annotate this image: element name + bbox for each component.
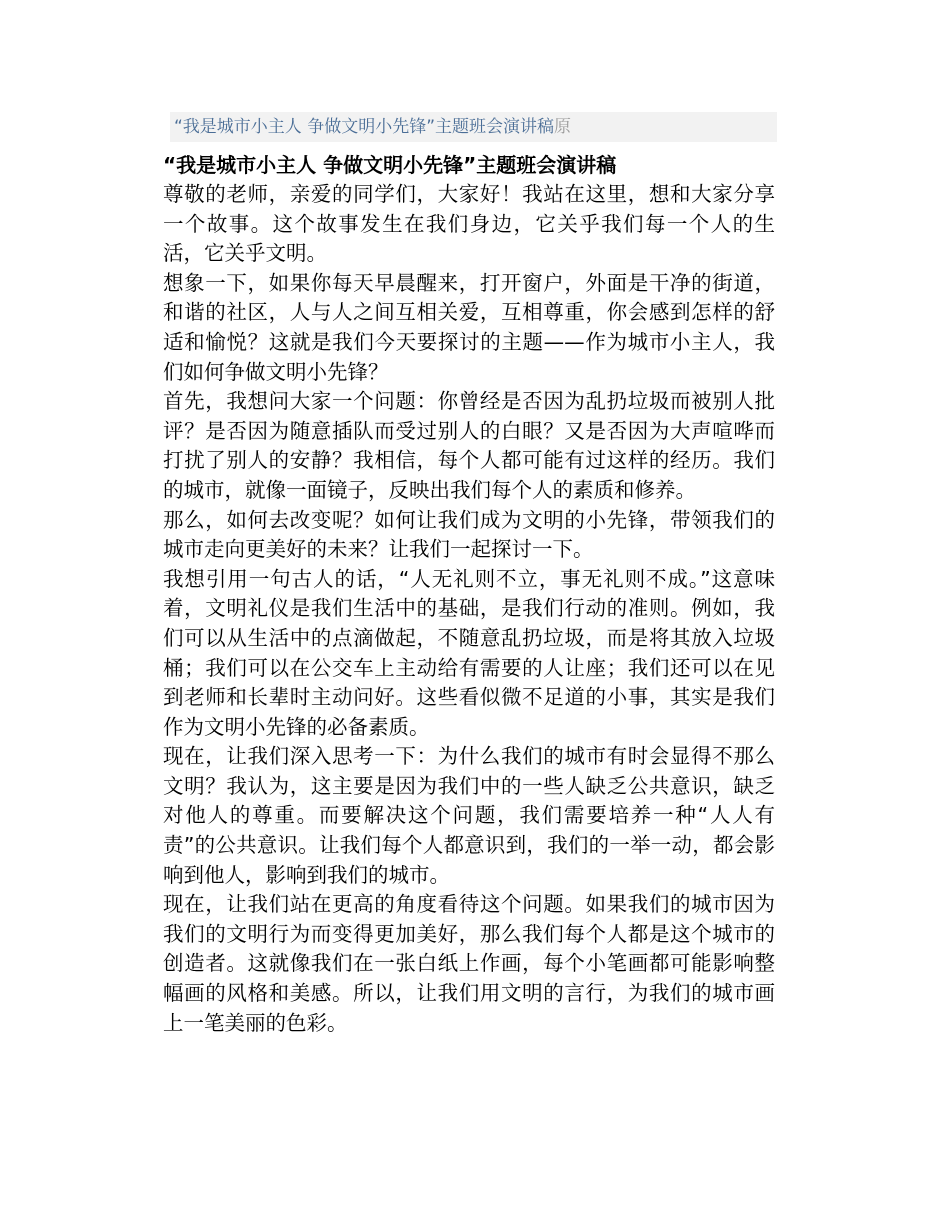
- paragraph: 首先，我想问大家一个问题：你曾经是否因为乱扔垃圾而被别人批评？是否因为随意插队而受过别人的白眼？又是否因为大声喧哗而打扰了别人的安静？我相信，每个人都可能有过这样的经历。我们的城市，就像一面镜子，反映出我们每个人的素质和修养。: [163, 389, 775, 502]
- header-title: “我是城市小主人 争做文明小先锋”主题班会演讲稿: [174, 117, 555, 137]
- document-body: [163, 180, 775, 1038]
- original-tag: 原: [554, 117, 572, 137]
- paragraph: 现在，让我们深入思考一下：为什么我们的城市有时会显得不那么文明？我认为，这主要是因为我们中的一些人缺乏公共意识，缺乏对他人的尊重。而要解决这个问题，我们需要培养一种“人人有责”的公共意识。让我们每个人都意识到，我们的一举一动，都会影响到他人，影响到我们的城市。: [163, 744, 775, 887]
- paragraph: 那么，如何去改变呢？如何让我们成为文明的小先锋，带领我们的城市走向更美好的未来？让我们一起探讨一下。: [163, 507, 775, 562]
- document-title: “我是城市小主人 争做文明小先锋”主题班会演讲稿: [163, 153, 617, 177]
- paragraph: 现在，让我们站在更高的角度看待这个问题。如果我们的城市因为我们的文明行为而变得更加美好，那么我们每个人都是这个城市的创造者。这就像我们在一张白纸上作画，每个小笔画都可能影响整幅画的风格和美感。所以，让我们用文明的言行，为我们的城市画上一笔美丽的色彩。: [163, 892, 775, 1035]
- paragraph: 我想引用一句古人的话，“人无礼则不立，事无礼则不成。”这意味着，文明礼仪是我们生活中的基础，是我们行动的准则。例如，我们可以从生活中的点滴做起，不随意乱扔垃圾，而是将其放入垃圾桶；我们可以在公交车上主动给有需要的人让座；我们还可以在见到老师和长辈时主动问好。这些看似微不足道的小事，其实是我们作为文明小先锋的必备素质。: [163, 566, 775, 739]
- paragraph: 想象一下，如果你每天早晨醒来，打开窗户，外面是干净的街道，和谐的社区，人与人之间互相关爱，互相尊重，你会感到怎样的舒适和愉悦？这就是我们今天要探讨的主题——作为城市小主人，我们如何争做文明小先锋？: [163, 270, 775, 384]
- paragraph: 尊敬的老师，亲爱的同学们，大家好！我站在这里，想和大家分享一个故事。这个故事发生在我们身边，它关乎我们每一个人的生活，它关乎文明。: [163, 182, 775, 266]
- document-header-bar: [170, 112, 777, 142]
